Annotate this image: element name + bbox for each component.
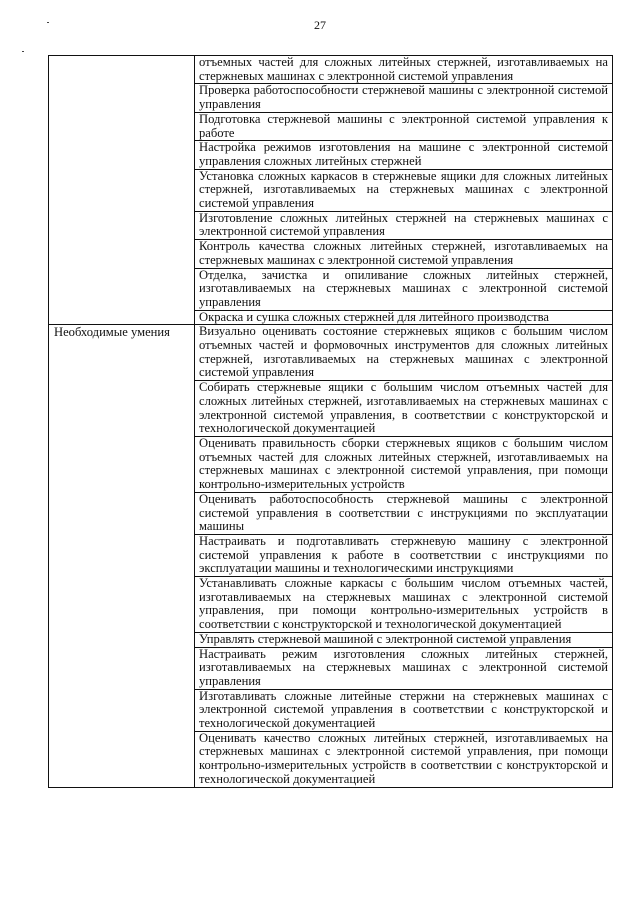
table-cell: Оценивать правильность сборки стержневых ящиков с большим числом отъемных частей для сложных литейных стержней, изготавливаемых на стержневых машинах с электронной системой управления, при помощи контрольно-измерительных устройств: [195, 436, 613, 492]
table-cell: Контроль качества сложных литейных стержней, изготавливаемых на стержневых машинах с электронной системой управления: [195, 240, 613, 268]
table-row: [49, 56, 613, 84]
table-cell: Визуально оценивать состояние стержневых ящиков с большим числом отъемных частей и формовочных инструментов для сложных литейных стержней, изготавливаемых на стержневых машинах с электронной системой управления: [195, 325, 613, 381]
row-label-cell: [49, 56, 195, 325]
table-cell: Оценивать работоспособность стержневой машины с электронной системой управления в соответствии с инструкциями по эксплуатации машины: [195, 492, 613, 534]
table-cell: Подготовка стержневой машины с электронной системой управления к работе: [195, 112, 613, 140]
table-cell: Изготовление сложных литейных стержней на стержневых машинах с электронной системой управления: [195, 211, 613, 239]
table-cell: Проверка работоспособности стержневой машины с электронной системой управления: [195, 84, 613, 112]
table-cell: Управлять стержневой машиной с электронной системой управления: [195, 632, 613, 647]
table-cell: Установка сложных каркасов в стержневые ящики для сложных литейных стержней, изготавливаемых на стержневых машинах с электронной системой управления: [195, 169, 613, 211]
requirements-table: [48, 55, 613, 788]
table-cell: Отделка, зачистка и опиливание сложных литейных стержней, изготавливаемых на стержневых машинах с электронной системой управления: [195, 268, 613, 310]
row-label-cell: Необходимые умения: [49, 325, 195, 787]
table-cell: Настройка режимов изготовления на машине с электронной системой управления сложных литейных стержней: [195, 141, 613, 169]
table-cell: Изготавливать сложные литейные стержни на стержневых машинах с электронной системой управления в соответствии с конструкторской и технологической документацией: [195, 689, 613, 731]
table-cell: отъемных частей для сложных литейных стержней, изготавливаемых на стержневых машинах с электронной системой управления: [195, 56, 613, 84]
table-cell: Настраивать режим изготовления сложных литейных стержней, изготавливаемых на стержневых машинах с электронной системой управления: [195, 647, 613, 689]
table-cell: Настраивать и подготавливать стержневую машину с электронной системой управления к работе в соответствии с инструкциями по эксплуатации машины и технологическими инструкциями: [195, 534, 613, 576]
table-cell: Собирать стержневые ящики с большим числом отъемных частей для сложных литейных стержней, изготавливаемых на стержневых машинах с электронной системой управления, в соответствии с конструкторской и технологической документацией: [195, 381, 613, 437]
page-number: 27: [314, 18, 326, 32]
table-cell: Окраска и сушка сложных стержней для литейного производства: [195, 310, 613, 325]
table-cell: Оценивать качество сложных литейных стержней, изготавливаемых на стержневых машинах с электронной системой управления, при помощи контрольно-измерительных устройств в соответствии с конструкторской и технологической документацией: [195, 731, 613, 787]
table-row: [49, 325, 613, 381]
scan-mark: [22, 51, 24, 52]
table-cell: Устанавливать сложные каркасы с большим числом отъемных частей, изготавливаемых на стержневых машинах с электронной системой управления, при помощи контрольно-измерительных устройств в соответствии с конструкторской и технологической документацией: [195, 577, 613, 633]
scan-mark: [47, 22, 49, 23]
